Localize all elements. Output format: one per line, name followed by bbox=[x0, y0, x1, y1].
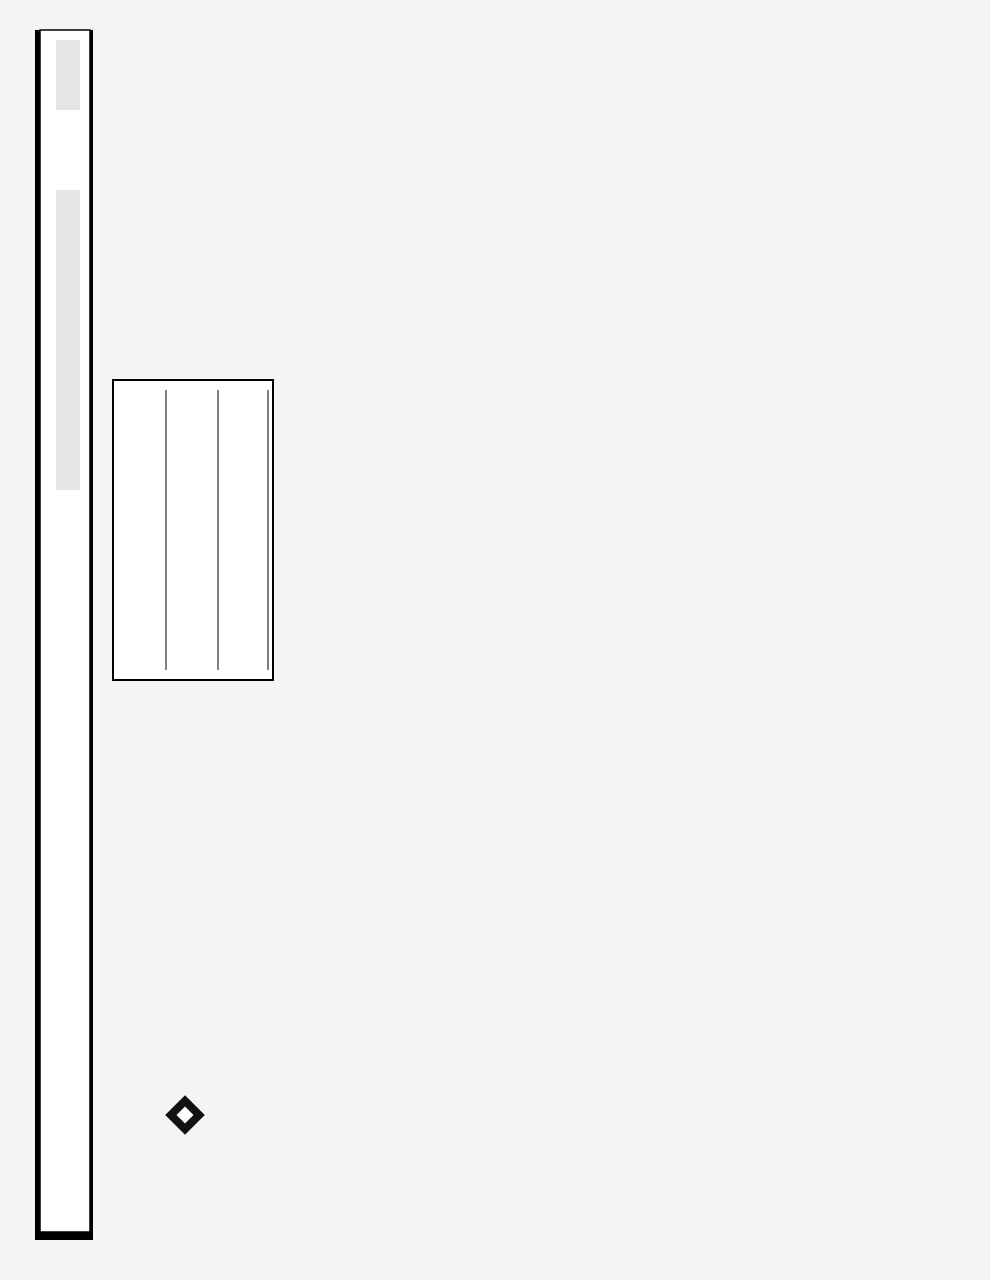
teacher-redacted bbox=[56, 40, 80, 110]
phone-redacted bbox=[56, 190, 80, 490]
creative-logo bbox=[165, 1095, 205, 1135]
rotated-form bbox=[0, 30, 273, 1280]
payable-box bbox=[113, 380, 273, 680]
